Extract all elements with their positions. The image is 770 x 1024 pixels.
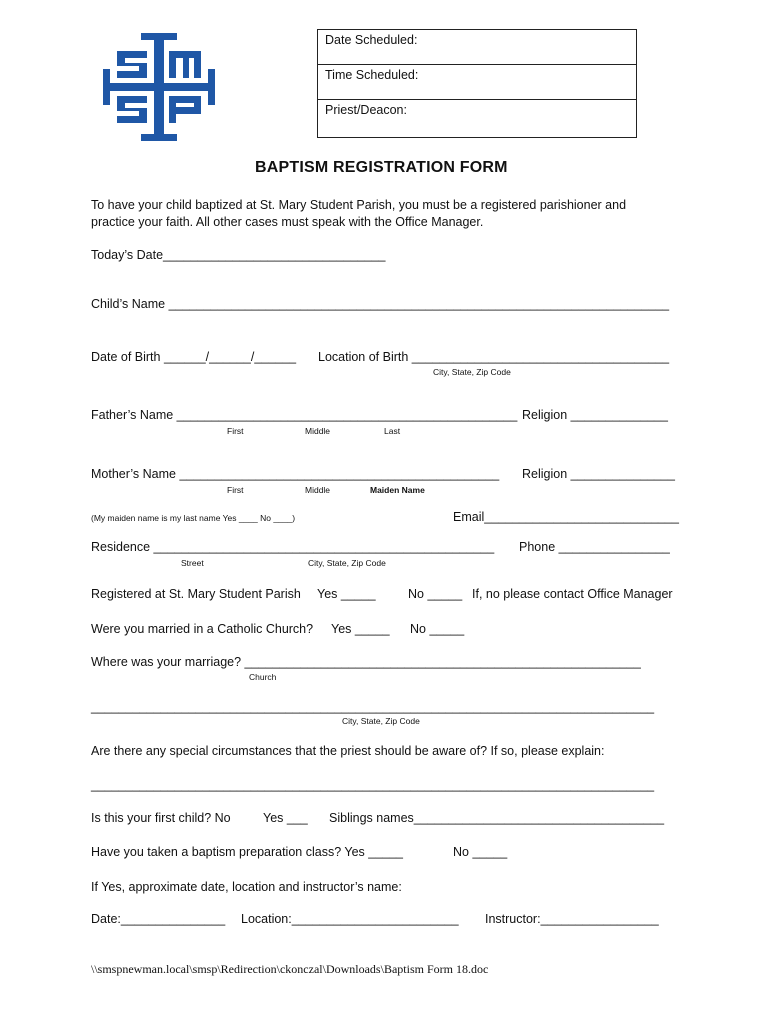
prep-location-field[interactable]: Location:________________________ (241, 912, 459, 926)
married-catholic-no-field[interactable]: No _____ (410, 622, 465, 636)
marriage-where-field[interactable]: Where was your marriage? _________________________________________________________ (91, 655, 641, 669)
fathers-name-field[interactable]: Father’s Name _________________________________________________ (91, 408, 518, 422)
father-religion-field[interactable]: Religion ______________ (522, 408, 668, 422)
registered-label: Registered at St. Mary Student Parish (91, 587, 301, 601)
schedule-box (317, 29, 637, 138)
special-circumstances-field[interactable]: _________________________________________________________________________________ (91, 778, 655, 792)
if-yes-label: If Yes, approximate date, location and instructor’s name: (91, 880, 402, 894)
mother-middle-hint: Middle (305, 485, 331, 495)
first-child-no-field[interactable]: Is this your first child? No (91, 811, 231, 825)
mother-first-hint: First (227, 485, 244, 495)
church-hint: Church (249, 672, 277, 682)
email-field[interactable]: Email____________________________ (453, 510, 679, 524)
phone-field[interactable]: Phone ________________ (519, 540, 670, 554)
mothers-name-field[interactable]: Mother’s Name ______________________________________________ (91, 467, 500, 481)
time-scheduled-label: Time Scheduled: (318, 65, 636, 100)
childs-name-field[interactable]: Child’s Name ________________________________________________________________________ (91, 297, 670, 311)
registered-yes-field[interactable]: Yes _____ (317, 587, 376, 601)
street-hint: Street (181, 558, 204, 568)
mother-maiden-hint: Maiden Name (370, 485, 425, 495)
registered-no-field[interactable]: No _____ (408, 587, 463, 601)
footer-file-path: \\smspnewman.local\smsp\Redirection\ckonczal\Downloads\Baptism Form 18.doc (91, 962, 489, 976)
special-circumstances-label: Are there any special circumstances that the priest should be aware of? If so, please explain: (91, 744, 605, 758)
prep-class-yes-field[interactable]: Have you taken a baptism preparation class? Yes _____ (91, 845, 404, 859)
father-last-hint: Last (384, 426, 401, 436)
date-of-birth-field[interactable]: Date of Birth ______/______/______ (91, 350, 297, 364)
prep-date-field[interactable]: Date:_______________ (91, 912, 226, 926)
location-of-birth-field[interactable]: Location of Birth _____________________________________ (318, 350, 670, 364)
father-first-hint: First (227, 426, 244, 436)
residence-city-hint: City, State, Zip Code (308, 558, 386, 568)
married-catholic-label: Were you married in a Catholic Church? (91, 622, 314, 636)
prep-instructor-field[interactable]: Instructor:_________________ (485, 912, 659, 926)
prep-class-no-field[interactable]: No _____ (453, 845, 508, 859)
registered-note: If, no please contact Office Manager (472, 587, 673, 601)
first-child-yes-field[interactable]: Yes ___ (263, 811, 308, 825)
location-hint: City, State, Zip Code (433, 367, 511, 377)
residence-field[interactable]: Residence _________________________________________________ (91, 540, 495, 554)
father-middle-hint: Middle (305, 426, 331, 436)
married-catholic-yes-field[interactable]: Yes _____ (331, 622, 390, 636)
intro-line-1: To have your child baptized at St. Mary Student Parish, you must be a registered parishioner and (91, 198, 627, 212)
siblings-names-field[interactable]: Siblings names____________________________________ (329, 811, 665, 825)
mother-religion-field[interactable]: Religion _______________ (522, 467, 675, 481)
marriage-city-field[interactable]: _________________________________________________________________________________ (91, 700, 655, 714)
intro-line-2: practice your faith. All other cases must speak with the Office Manager. (91, 215, 484, 229)
priest-deacon-label: Priest/Deacon: (325, 103, 407, 117)
parish-logo (103, 33, 215, 141)
todays-date-field[interactable]: Today’s Date________________________________ (91, 248, 386, 262)
marriage-city-hint: City, State, Zip Code (342, 716, 420, 726)
form-title: BAPTISM REGISTRATION FORM (255, 159, 508, 176)
date-scheduled-label: Date Scheduled: (318, 30, 636, 65)
maiden-name-note[interactable]: (My maiden name is my last name Yes ____ No ____) (91, 513, 296, 523)
